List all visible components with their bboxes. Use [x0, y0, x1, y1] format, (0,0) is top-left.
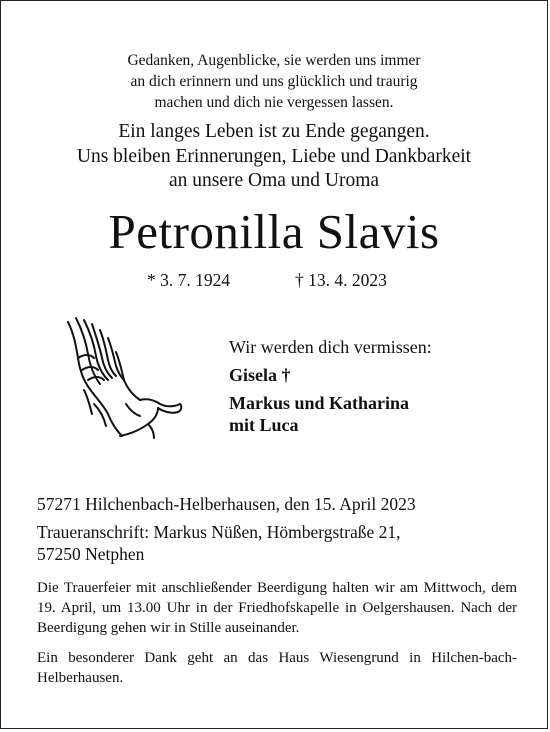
verse-line: an unsere Oma und Uroma: [168, 170, 380, 191]
birth-date: * 3. 7. 1924: [147, 270, 231, 290]
mourners-intro: Wir werden dich vermissen:: [229, 337, 432, 357]
death-date: † 13. 4. 2023: [295, 270, 387, 290]
mourner-name: Markus und Katharina: [229, 393, 410, 413]
deceased-name: Petronilla Slavis: [108, 204, 440, 259]
praying-hands-icon: [54, 314, 186, 446]
mourners: [229, 336, 432, 436]
place-date: 57271 Hilchenbach-Helberhausen, den 15. April 2023: [37, 494, 416, 514]
poem-line: machen und dich nie vergessen lassen.: [154, 94, 394, 111]
mourning-address: [37, 521, 517, 565]
verse: [0, 120, 548, 194]
mourner-name: mit Luca: [229, 415, 299, 435]
address-line: 57250 Netphen: [37, 544, 145, 564]
verse-line: Ein langes Leben ist zu Ende gegangen.: [118, 121, 430, 142]
poem-line: an dich erinnern und uns glücklich und traurig: [130, 73, 418, 90]
address-line: Traueranschrift: Markus Nüßen, Hömbergstraße 21,: [37, 522, 401, 542]
funeral-info-paragraph: Die Trauerfeier mit anschließender Beerdigung halten wir am Mittwoch, dem 19. April, um 13.00 Uhr in der Friedhofskapelle in Oelgershausen. Nach der Beerdigung gehen wir in Stille auseinander.: [37, 580, 517, 636]
poem-line: Gedanken, Augenblicke, sie werden uns immer: [127, 52, 421, 69]
mourner-name: Gisela †: [229, 365, 291, 385]
verse-line: Uns bleiben Erinnerungen, Liebe und Dankbarkeit: [76, 145, 472, 167]
poem: [0, 50, 548, 113]
thanks-paragraph: Ein besonderer Dank geht an das Haus Wiesengrund in Hilchen-bach-Helberhausen.: [37, 650, 517, 686]
